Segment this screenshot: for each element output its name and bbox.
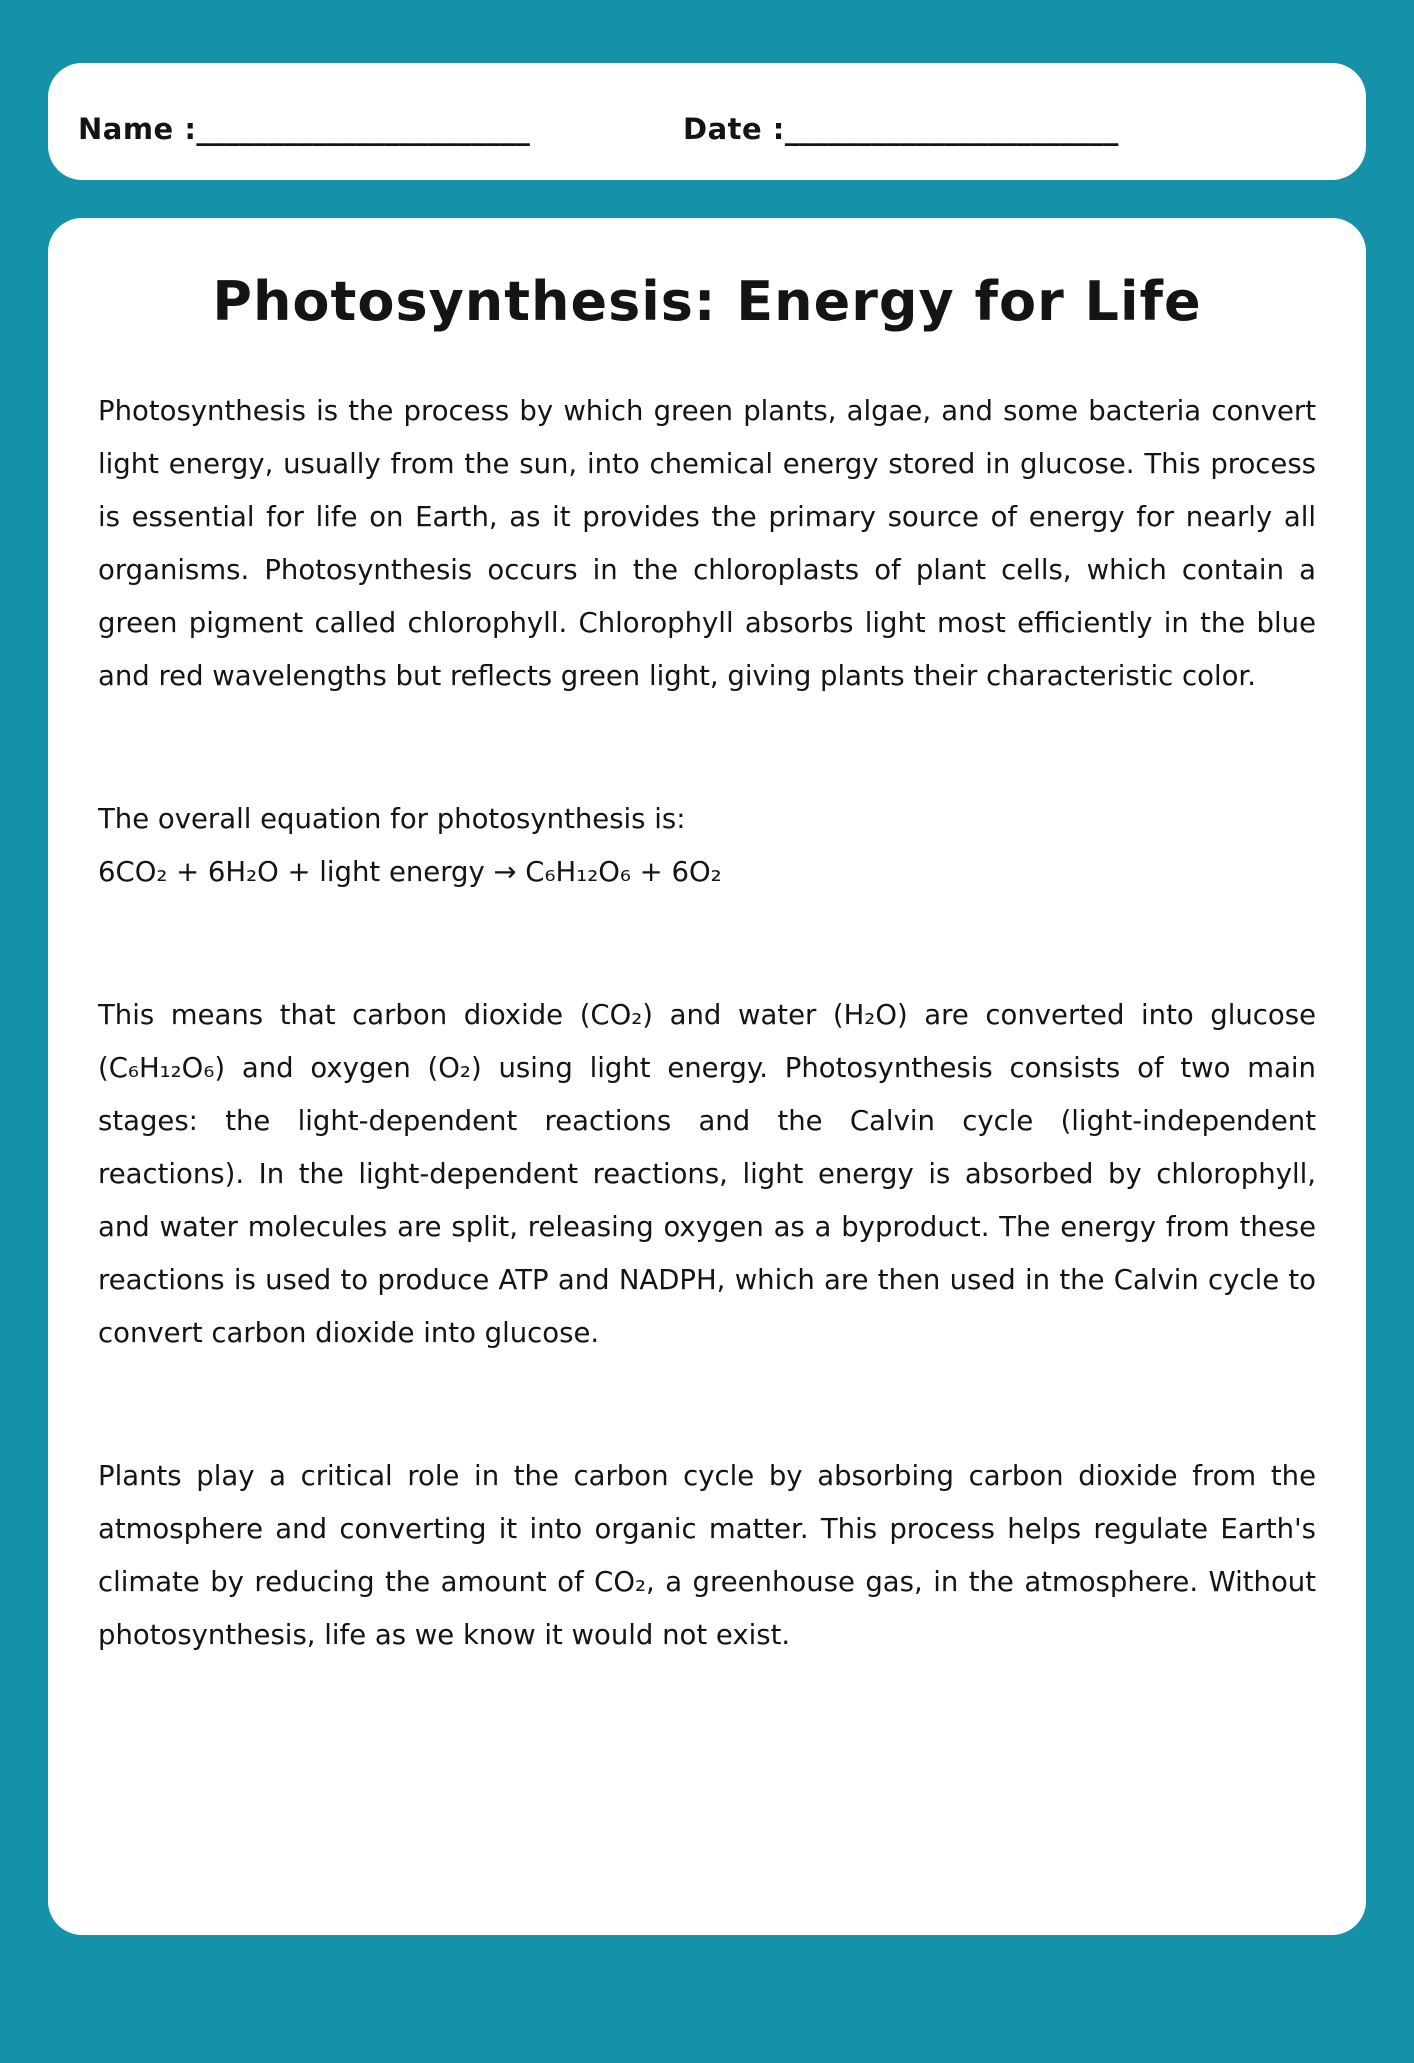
equation-intro: The overall equation for photosynthesis is: (98, 803, 686, 835)
paragraph-stages: This means that carbon dioxide (CO₂) and water (H₂O) are converted into glucose (C₆H₁₂O₆) and oxygen (O₂) using light energy. Photosynthesis consists of two main stages: the light-dependent reactions and the Calvin cycle (light-independent reactions). In the light-dependent reactions, light energy is absorbed by chlorophyll, and water molecules are split, releasing oxygen as a byproduct. The energy from these reactions is used to produce ATP and NADPH, which are then used in the Calvin cycle to convert carbon dioxide into glucose. (98, 999, 1316, 1349)
photosynthesis-equation: 6CO₂ + 6H₂O + light energy → C₆H₁₂O₆ + 6O₂ (98, 856, 722, 888)
date-blank-line[interactable]: _______________________ (784, 111, 1119, 146)
page-title: Photosynthesis: Energy for Life (212, 270, 1202, 333)
worksheet-card (48, 218, 1366, 1935)
name-label: Name : (78, 111, 197, 146)
date-label: Date : (683, 111, 785, 146)
name-field (78, 112, 683, 146)
paragraph-intro: Photosynthesis is the process by which green plants, algae, and some bacteria convert light energy, usually from the sun, into chemical energy stored in glucose. This process is essential for life on Earth, as it provides the primary source of energy for nearly all organisms. Photosynthesis occurs in the chloroplasts of plant cells, which contain a green pigment called chlorophyll. Chlorophyll absorbs light most efficiently in the blue and red wavelengths but reflects green light, giving plants their characteristic color. (98, 395, 1316, 692)
name-blank-line[interactable]: _______________________ (196, 111, 530, 146)
equation-section (98, 793, 1316, 899)
name-date-bar (48, 63, 1366, 180)
paragraph-carbon-cycle: Plants play a critical role in the carbon cycle by absorbing carbon dioxide from the atmosphere and converting it into organic matter. This process helps regulate Earth's climate by reducing the amount of CO₂, a greenhouse gas, in the atmosphere. Without photosynthesis, life as we know it would not exist. (98, 1460, 1316, 1651)
date-field (683, 112, 1336, 146)
